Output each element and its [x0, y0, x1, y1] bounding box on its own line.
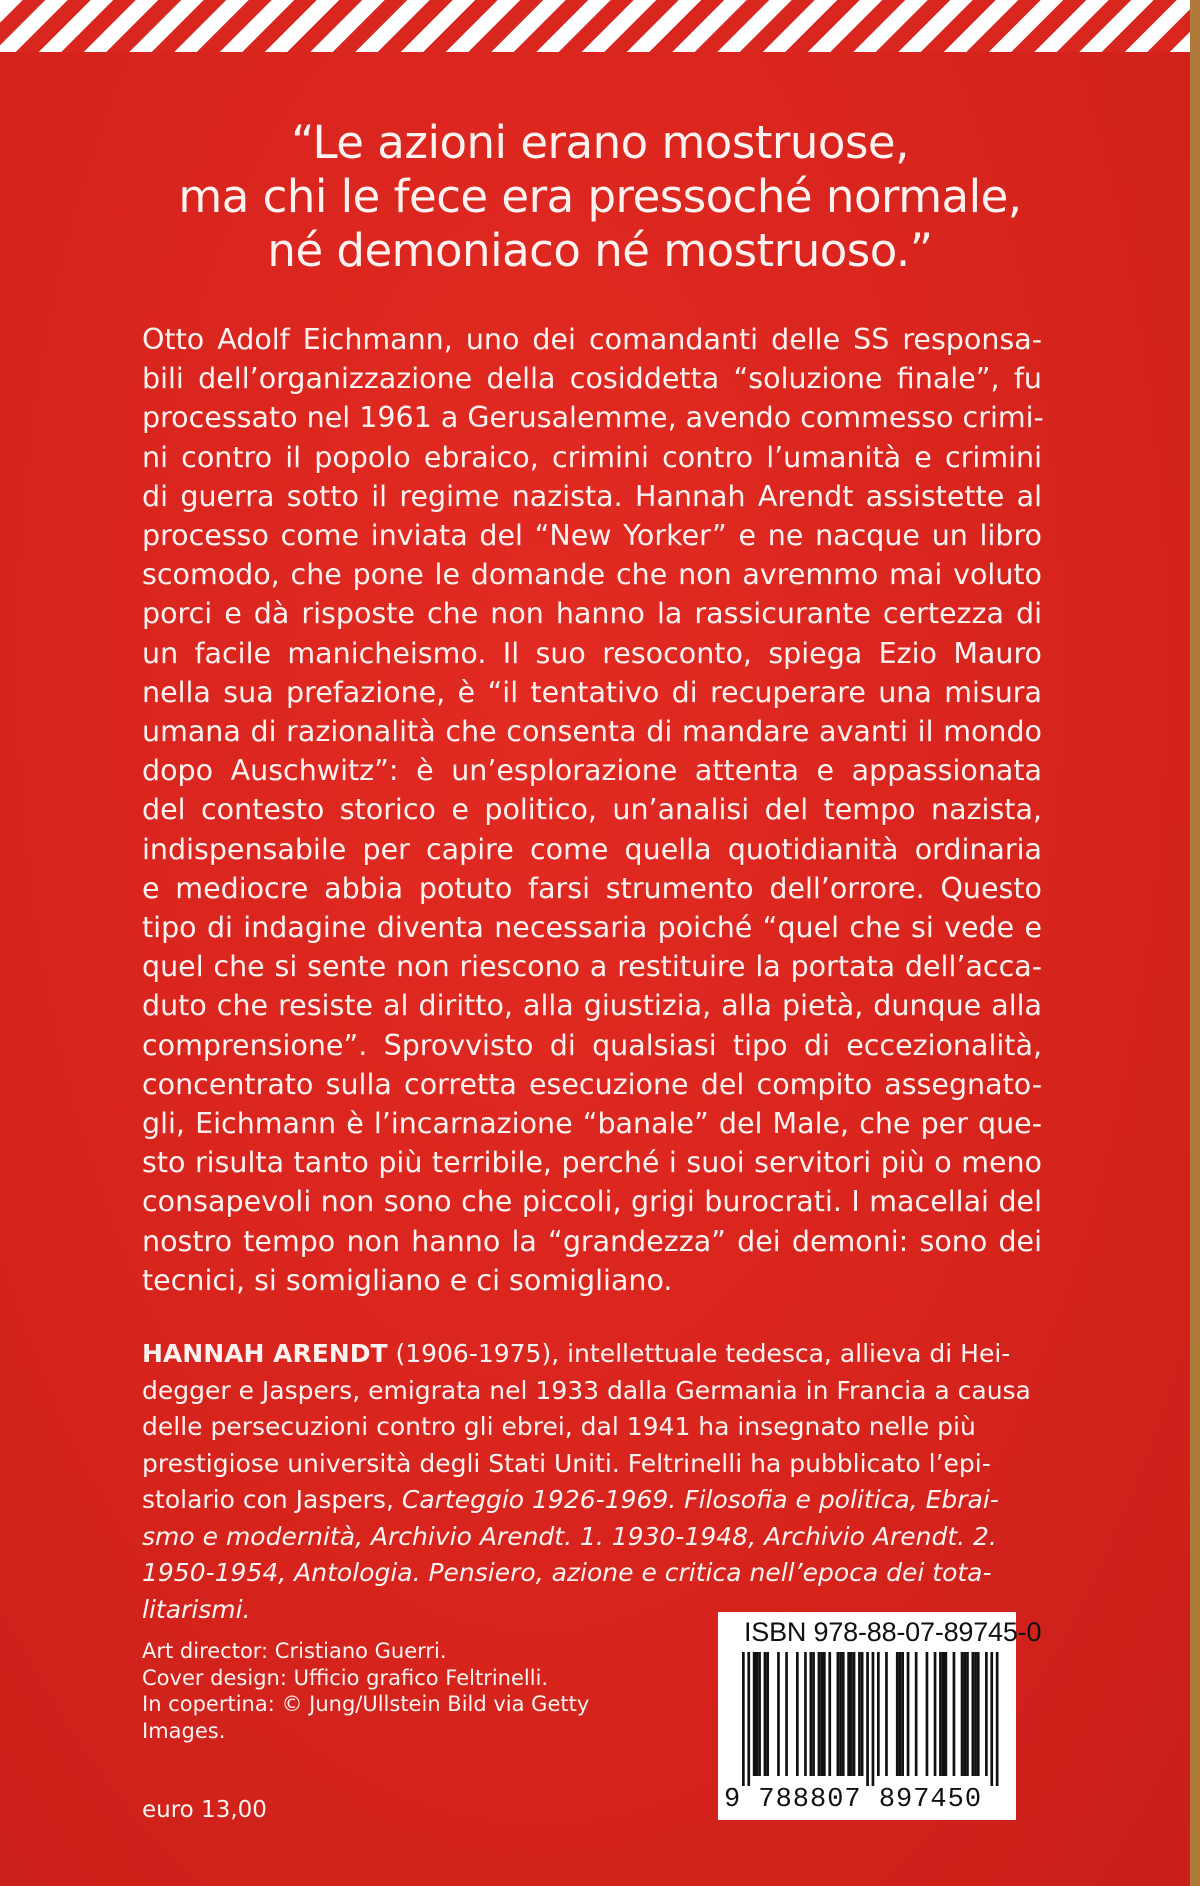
description-line: e mediocre abbia potuto farsi strumento dell’orrore. Questo	[142, 871, 1042, 905]
barcode-bar	[963, 1652, 966, 1776]
author-bio	[142, 1336, 1052, 1628]
barcode-guard-bar	[872, 1652, 875, 1786]
bio-line	[142, 1555, 1052, 1592]
description-line: bili dell’organizzazione della cosiddetta “soluzione finale”, fu	[142, 362, 1042, 396]
bio-line	[142, 1519, 1052, 1556]
description-line: sto risulta tanto più terribile, perché i suoi servitori più o meno	[142, 1146, 1042, 1180]
barcode-bar	[926, 1652, 929, 1776]
barcode-bar	[804, 1652, 807, 1776]
barcode-bar	[753, 1652, 756, 1776]
description-line: nostro tempo non hanno la “grandezza” dei demoni: sono dei	[142, 1224, 1042, 1258]
barcode-bar	[853, 1652, 856, 1776]
description-line: concentrato sulla corretta esecuzione del compito assegnato-	[142, 1067, 1042, 1101]
barcode-bar	[842, 1652, 845, 1776]
barcode-bar	[756, 1652, 759, 1776]
barcode-bar	[907, 1652, 910, 1776]
description-line: del contesto storico e politico, un’analisi del tempo nazista,	[142, 793, 1042, 827]
top-stripe-border	[0, 0, 1200, 52]
description-line: scomodo, che pone le domande che non avremmo mai voluto	[142, 558, 1042, 592]
barcode-bar	[758, 1652, 761, 1776]
barcode-bar	[896, 1652, 899, 1776]
description-line: tipo di indagine diventa necessaria poiché “quel che si vede e	[142, 911, 1042, 945]
description-line: tecnici, si somigliano e ci somigliano.	[142, 1263, 673, 1297]
barcode-bar	[945, 1652, 948, 1776]
book-description	[142, 320, 1042, 1300]
cover-edge	[1190, 0, 1200, 1886]
credit-line: Art director: Cristiano Guerri.	[142, 1639, 447, 1663]
isbn-barcode	[718, 1612, 1042, 1820]
isbn-label: ISBN 978-88-07-89745-0	[744, 1617, 1042, 1647]
barcode-bar	[820, 1652, 823, 1776]
description-line: indispensabile per capire come quella quotidianità ordinaria	[142, 832, 1042, 866]
barcode-bar	[977, 1652, 980, 1776]
barcode-bar	[939, 1652, 942, 1776]
barcode-bar	[934, 1652, 937, 1776]
barcode-bar	[828, 1652, 831, 1776]
description-line: processo come inviata del “New Yorker” e ne nacque un libro	[142, 519, 1042, 553]
barcode-bar	[942, 1652, 945, 1776]
barcode-bar	[915, 1652, 918, 1776]
barcode-bar	[899, 1652, 902, 1776]
barcode-bar	[961, 1652, 964, 1776]
description-line: dopo Auschwitz”: è un’esplorazione attenta e appassionata	[142, 754, 1042, 788]
bio-text: stolario con Jaspers,	[142, 1485, 402, 1514]
bio-line: degger e Jaspers, emigrata nel 1933 dalla Germania in Francia a causa	[142, 1375, 1031, 1405]
description-line: di guerra sotto il regime nazista. Hannah Arendt assistette al	[142, 479, 1042, 513]
description-line: umana di razionalità che consenta di mandare avanti il mondo	[142, 715, 1042, 749]
quote-line: “Le azioni erano mostruose,	[291, 116, 909, 169]
barcode-bar	[901, 1652, 904, 1776]
barcode-bar	[850, 1652, 853, 1776]
barcode-bar	[810, 1652, 813, 1776]
pull-quote	[60, 116, 1140, 278]
barcode-bar	[785, 1652, 788, 1776]
description-line: consapevoli non sono che piccoli, grigi burocrati. I macellai del	[142, 1185, 1042, 1219]
barcode-guard-bar	[866, 1652, 869, 1786]
bio-works-title: litarismi.	[142, 1594, 251, 1624]
barcode-bar	[877, 1652, 880, 1776]
description-line: nella sua prefazione, è “il tentativo di recuperare una misura	[142, 675, 1042, 709]
barcode-bar	[766, 1652, 769, 1776]
barcode-bar	[818, 1652, 821, 1776]
barcode-bar	[953, 1652, 956, 1776]
cover-credits	[142, 1638, 702, 1744]
barcode-bar	[885, 1652, 888, 1776]
barcode-bar	[972, 1652, 975, 1776]
barcode-digits: 9 788807 897450	[724, 1785, 983, 1815]
description-line: quel che si sente non riescono a restituire la portata dell’acca-	[142, 950, 1042, 984]
barcode-guard-bar	[996, 1652, 999, 1786]
barcode-bar	[837, 1652, 840, 1776]
barcode-bar	[812, 1652, 815, 1776]
barcode-bar	[796, 1652, 799, 1776]
barcode-bar	[823, 1652, 826, 1776]
description-line: Otto Adolf Eichmann, uno dei comandanti delle SS responsa-	[142, 323, 1042, 356]
barcode-bar	[858, 1652, 861, 1776]
bio-works-title: 1950-1954, Antologia. Pensiero, azione e critica nell’epoca dei tota-	[142, 1558, 992, 1587]
barcode-bar	[839, 1652, 842, 1776]
author-name: HANNAH ARENDT	[142, 1339, 388, 1368]
barcode-bar	[974, 1652, 977, 1776]
barcode-bar	[985, 1652, 988, 1776]
description-line: ni contro il popolo ebraico, crimini contro l’umanità e crimini	[142, 440, 1042, 474]
description-line: processato nel 1961 a Gerusalemme, avendo commesso crimi-	[142, 401, 1044, 435]
bio-text: (1906-1975), intellettuale tedesca, allieva di Hei-	[387, 1339, 1011, 1368]
description-line: comprensione”. Sprovvisto di qualsiasi tipo di eccezionalità,	[142, 1028, 1042, 1062]
quote-line: né demoniaco né mostruoso.”	[267, 224, 933, 277]
description-line: porci e dà risposte che non hanno la rassicurante certezza di	[142, 597, 1042, 631]
bio-line	[142, 1482, 1052, 1519]
credit-line: In copertina: © Jung/Ullstein Bild via Getty	[142, 1692, 590, 1716]
barcode-bar	[966, 1652, 969, 1776]
credit-line: Images.	[142, 1718, 226, 1743]
barcode-bars	[730, 1652, 1008, 1786]
quote-line: ma chi le fece era pressoché normale,	[178, 170, 1022, 223]
barcode-guard-bar	[747, 1652, 750, 1786]
barcode-bar	[861, 1652, 864, 1776]
description-line: un facile manicheismo. Il suo resoconto, spiega Ezio Mauro	[142, 636, 1042, 670]
barcode-guard-bar	[990, 1652, 993, 1786]
bio-works-title: smo e modernità, Archivio Arendt. 1. 1930-1948, Archivio Arendt. 2.	[142, 1521, 997, 1551]
barcode-guard-bar	[742, 1652, 745, 1786]
credit-line: Cover design: Ufficio grafico Feltrinelli.	[142, 1665, 549, 1690]
bio-line: delle persecuzioni contro gli ebrei, dal 1941 ha insegnato nelle più	[142, 1412, 976, 1441]
barcode-bar	[764, 1652, 767, 1776]
price-label: euro 13,00	[142, 1797, 267, 1823]
bio-works-title: Carteggio 1926-1969. Filosofia e politica, Ebrai-	[401, 1485, 999, 1514]
bio-line	[142, 1336, 1052, 1373]
bio-line: prestigiose università degli Stati Uniti. Feltrinelli ha pubblicato l’epi-	[142, 1448, 991, 1478]
barcode-bar	[847, 1652, 850, 1776]
description-line: gli, Eichmann è l’incarnazione “banale” del Male, che per que-	[142, 1107, 1042, 1141]
barcode-bar	[777, 1652, 780, 1776]
description-line: duto che resiste al diritto, alla giustizia, alla pietà, dunque alla	[142, 989, 1042, 1023]
